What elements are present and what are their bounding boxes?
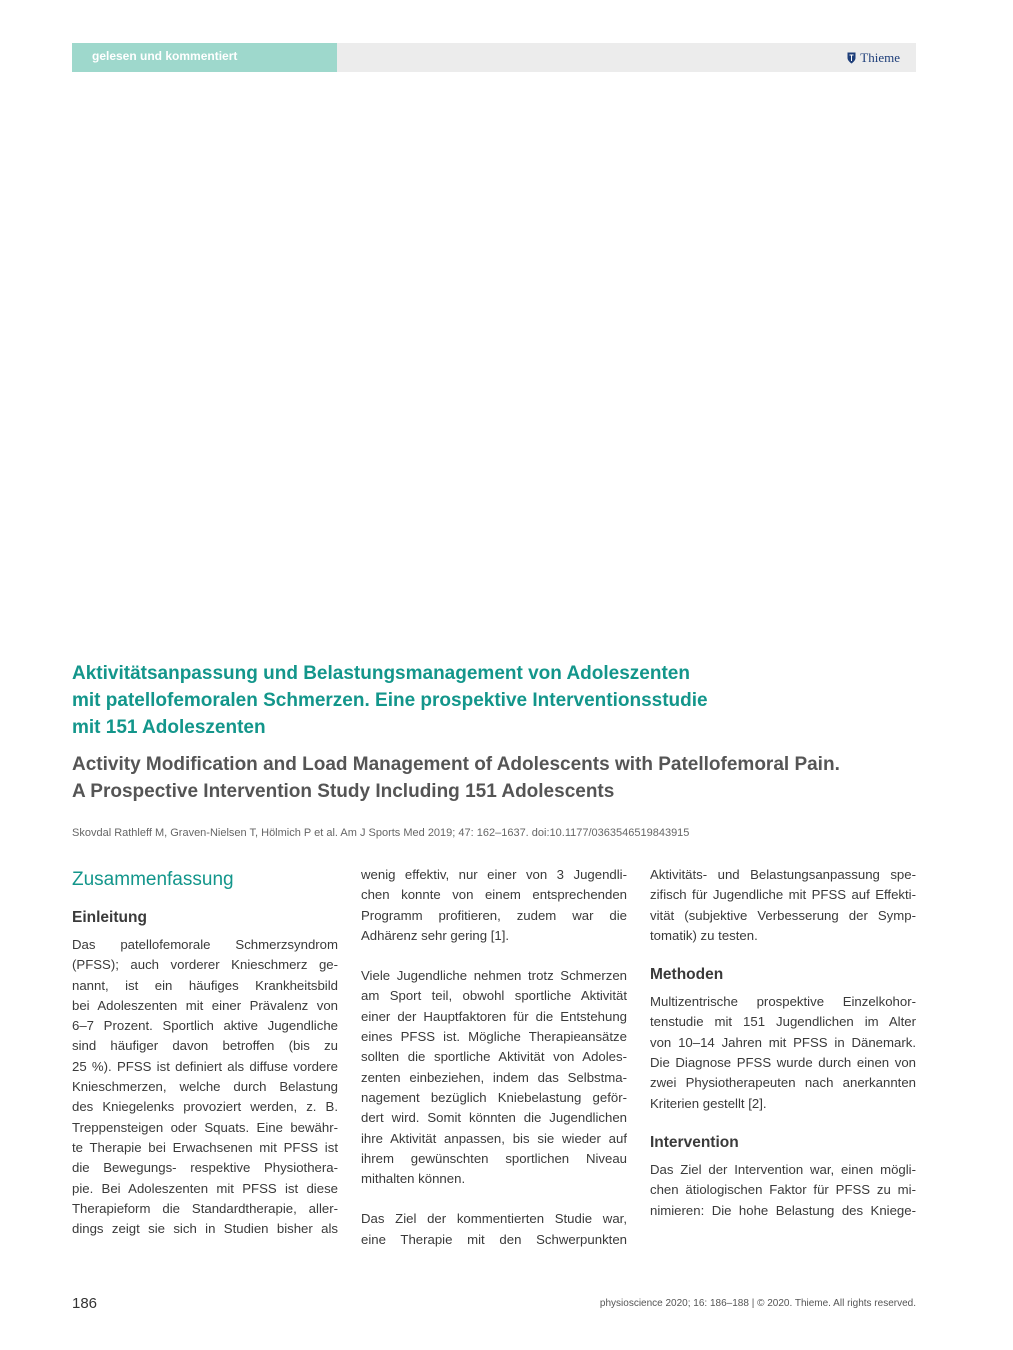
text-line: zenten einbeziehen, indem das Selbstma-: [361, 1069, 627, 1085]
text-line: sind häufiger davon betroffen (bis zu: [72, 1038, 338, 1054]
paragraph-gap: [361, 946, 627, 966]
thieme-shield-icon: [847, 52, 856, 64]
text-line: chen ätiologischen Faktor für PFSS zu mi-: [650, 1182, 916, 1198]
text-line: Treppensteigen oder Squats. Eine bewähr-: [72, 1119, 338, 1135]
text-line: wenig effektiv, nur einer von 3 Jugendli-: [361, 867, 627, 882]
column-1: [72, 865, 338, 1239]
text-line: am Sport teil, obwohl sportliche Aktivität: [361, 988, 627, 1004]
text-line: Multizentrische prospektive Einzelkohor-: [650, 994, 916, 1010]
text-line: einer der Hauptfaktoren für die Entstehung: [361, 1008, 627, 1024]
text-line: chen konnte von einem entsprechenden: [361, 887, 627, 903]
text-line: te Therapie bei Erwachsenen mit PFSS ist: [72, 1139, 338, 1155]
paragraph-gap: [361, 1189, 627, 1209]
text-line: tenstudie mit 151 Jugendlichen im Alter: [650, 1014, 916, 1030]
paragraph-intervention: [650, 1160, 916, 1221]
text-line: nagement bezüglich Kniebelastung geför-: [361, 1089, 627, 1105]
text-line: mithalten können.: [361, 1171, 466, 1187]
text-line: eine Therapie mit den Schwerpunkten: [361, 1231, 627, 1247]
heading-intervention: Intervention: [650, 1133, 739, 1151]
title-german-line: mit patellofemoralen Schmerzen. Eine prospektive Interventionsstudie: [72, 690, 708, 711]
heading-methoden: Methoden: [650, 966, 724, 984]
heading-einleitung: Einleitung: [72, 909, 147, 926]
title-english-line: A Prospective Intervention Study Including 151 Adolescents: [72, 781, 615, 802]
publisher-logo-text: Thieme: [860, 50, 900, 65]
column-2: [361, 865, 627, 1250]
text-line: Die Diagnose PFSS wurde durch einen von: [650, 1055, 916, 1071]
text-line: Therapieform die Standardtherapie, aller-: [72, 1200, 338, 1216]
text-line: nannt, ist ein häufiges Krankheitsbild: [72, 977, 338, 993]
title-english: [72, 751, 922, 805]
paragraph-gap: [650, 946, 916, 956]
text-line: von 10–14 Jahren mit PFSS in Dänemark.: [650, 1034, 916, 1050]
text-line: Programm profitieren, zudem war die: [361, 907, 627, 923]
paragraph-einleitung: [72, 935, 338, 1239]
article-title-block: [72, 660, 922, 805]
paragraph: [361, 1209, 627, 1250]
publisher-logo: [847, 43, 900, 72]
text-line: ihrem gewünschten sportlichen Niveau: [361, 1150, 627, 1166]
text-line: die Bewegungs- respektive Physiothera-: [72, 1160, 338, 1176]
title-german: [72, 660, 922, 741]
text-line: nimieren: Die hohe Belastung des Kniege-: [650, 1202, 916, 1218]
header-bar: [72, 43, 916, 72]
text-line: Knieschmerzen, welche durch Belastung: [72, 1079, 338, 1095]
text-line: tomatik) zu testen.: [650, 927, 758, 943]
text-line: zifisch für Jugendliche mit PFSS auf Effekti-: [650, 887, 916, 903]
text-line: sollten die sportliche Aktivität von Adoles-: [361, 1049, 627, 1065]
title-english-line: Activity Modification and Load Management of Adolescents with Patellofemoral Pain.: [72, 754, 840, 775]
text-line: Das patellofemorale Schmerzsyndrom: [72, 937, 338, 952]
title-german-line: mit 151 Adoleszenten: [72, 717, 266, 738]
text-line: bei Adoleszenten mit einer Prävalenz von: [72, 997, 338, 1013]
paragraph: [650, 865, 916, 946]
text-line: Aktivitäts- und Belastungsanpassung spe-: [650, 867, 916, 882]
text-line: ihre Aktivität anpassen, bis sie wieder auf: [361, 1130, 627, 1146]
text-line: pie. Bei Adoleszenten mit PFSS ist diese: [72, 1180, 338, 1196]
journal-info: physioscience 2020; 16: 186–188 | © 2020. Thieme. All rights reserved.: [599, 1298, 916, 1309]
text-line: eines PFSS ist. Mögliche Therapieansätze: [361, 1029, 627, 1045]
section-tag: gelesen und kommentiert: [72, 43, 337, 72]
text-line: dings zeigt sie sich in Studien bisher als: [72, 1221, 338, 1237]
text-line: dert wird. Somit könnten die Jugendlichen: [361, 1110, 627, 1126]
text-line: (PFSS); auch vorderer Knieschmerz ge-: [72, 957, 338, 973]
text-line: Das Ziel der kommentierten Studie war,: [361, 1211, 627, 1227]
column-3: [650, 865, 916, 1221]
paragraph: [361, 966, 627, 1189]
text-line: zwei Physiotherapeuten nach anerkannten: [650, 1075, 916, 1091]
citation: Skovdal Rathleff M, Graven-Nielsen T, Hölmich P et al. Am J Sports Med 2019; 47: 162–1637. doi:10.1177/0363546519843915: [72, 827, 690, 839]
text-line: Kriterien gestellt [2].: [650, 1095, 767, 1111]
page-number: 186: [72, 1295, 98, 1312]
text-line: des Kniegelenks provoziert werden, z. B.: [72, 1099, 338, 1115]
text-line: 25 %). PFSS ist definiert als diffuse vordere: [72, 1058, 338, 1074]
text-line: vität (subjektive Verbesserung der Symp-: [650, 907, 916, 923]
paragraph-methoden: [650, 992, 916, 1114]
paragraph-gap: [650, 1114, 916, 1124]
text-line: Adhärenz sehr gering [1].: [361, 927, 510, 943]
text-line: Viele Jugendliche nehmen trotz Schmerzen: [361, 968, 627, 984]
paragraph: [361, 865, 627, 946]
text-line: Das Ziel der Intervention war, einen mögli-: [650, 1161, 916, 1177]
title-german-line: Aktivitätsanpassung und Belastungsmanagement von Adoleszenten: [72, 663, 690, 684]
section-title-zusammenfassung: Zusammenfassung: [72, 869, 234, 890]
text-line: 6–7 Prozent. Sportlich aktive Jugendliche: [72, 1018, 338, 1034]
